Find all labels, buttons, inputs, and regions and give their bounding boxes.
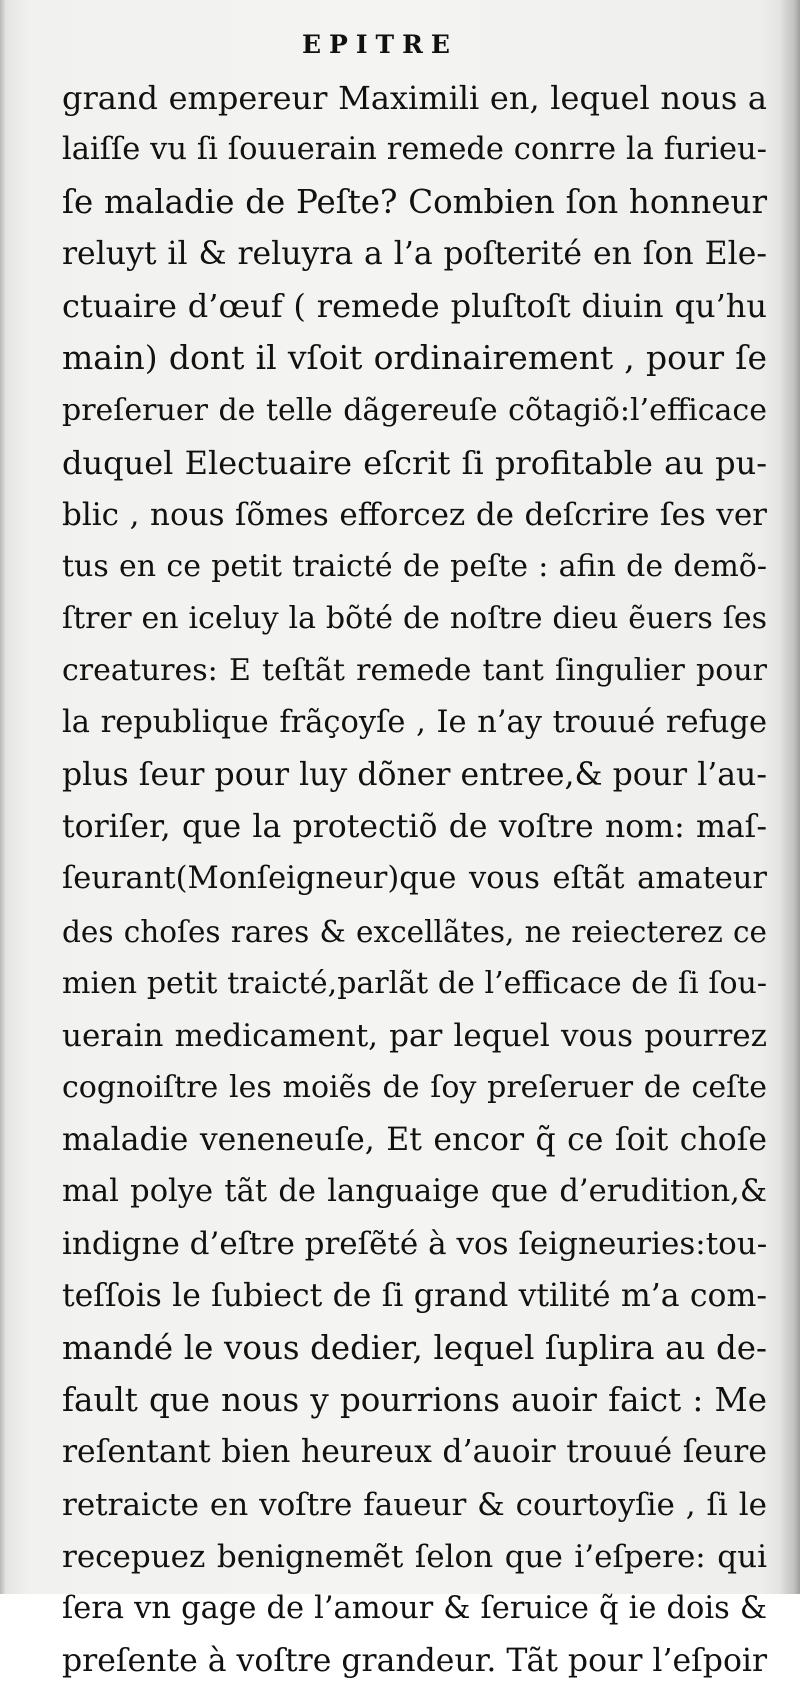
text-line: grand empereur Maximili en, lequel nous a xyxy=(62,79,767,117)
text-line: ctuaire d’œuf ( remede pluſtoſt diuin qu’hu xyxy=(62,287,767,326)
text-line: la republique frãçoyſe , Ie n’ay trouué refuge xyxy=(62,705,767,741)
text-line: laiſſe vu ſi ſouuerain remede conrre la furieu- xyxy=(62,132,767,168)
text-line: mien petit traicté,parlãt de l’efficace de ſi ſou- xyxy=(62,965,767,1001)
text-line: retraicte en voſtre faueur & courtoyſie , ſi le xyxy=(62,1486,767,1523)
text-line: cognoiſtre les moiẽs de ſoy preſeruer de ceſte xyxy=(62,1069,767,1105)
text-line: tus en ce petit traicté de peſte : afin de demõ- xyxy=(62,548,767,584)
text-line: indigne d’eſtre preſẽté à vos ſeigneuries:tou- xyxy=(62,1226,768,1263)
text-line: reluyt il & reluyra a l’a poſterité en ſon Ele- xyxy=(62,236,767,273)
text-line: creatures: E teſtãt remede tant ſingulier pour xyxy=(62,653,767,689)
text-line: teſſois le ſubiect de ſi grand vtilité m’a com- xyxy=(62,1278,767,1315)
text-line: duquel Electuaire eſcrit ſi profitable au pu- xyxy=(62,443,767,482)
text-line: des choſes rares & excellãtes, ne reiecterez ce xyxy=(62,914,767,949)
text-line: plus ſeur pour luy dõner entree,& pour l’au- xyxy=(62,757,767,794)
text-line: fault que nous y pourrions auoir faict : Me xyxy=(62,1381,767,1420)
text-line: mandé le vous dedier, lequel ſuplira au de- xyxy=(62,1329,767,1368)
text-line: ſtrer en iceluy la bõté de noſtre dieu ẽuers ſes xyxy=(62,600,767,636)
text-line: ſe maladie de Peſte? Combien ſon honneur xyxy=(62,183,767,222)
text-line: mal polye tãt de languaige que d’erudition,& xyxy=(62,1173,767,1209)
text-line: recepuez benignemẽt ſelon que i’eſpere: qui xyxy=(62,1538,767,1575)
text-block xyxy=(62,72,767,1687)
page-right-edge-shadow xyxy=(780,0,800,1594)
text-line: maladie veneneuſe, Et encor q̃ ce ſoit choſe xyxy=(62,1121,767,1158)
text-line: toriſer, que la protectiõ de voſtre nom: maſ- xyxy=(62,809,767,846)
page-left-edge-shadow xyxy=(0,0,6,1594)
running-head: EPITRE xyxy=(302,30,458,59)
text-line: uerain medicament, par lequel vous pourrez xyxy=(62,1017,767,1054)
text-line: reſentant bien heureux d’auoir trouué ſeure xyxy=(62,1434,767,1471)
text-line: main) dont il vſoit ordinairement , pour ſe xyxy=(62,338,767,378)
text-line: ſeurant(Monſeigneur)que vous eſtãt amateur xyxy=(62,861,767,897)
text-line: preſente à voſtre grandeur. Tãt pour l’eſpoir xyxy=(62,1642,768,1679)
text-line: preſeruer de telle dãgereuſe cõtagiõ:l’efficace xyxy=(62,392,767,428)
text-line: ſera vn gage de l’amour & ſeruice q̃ ie dois & xyxy=(62,1590,767,1626)
text-line: blic , nous ſõmes efforcez de deſcrire ſes ver xyxy=(62,496,767,533)
